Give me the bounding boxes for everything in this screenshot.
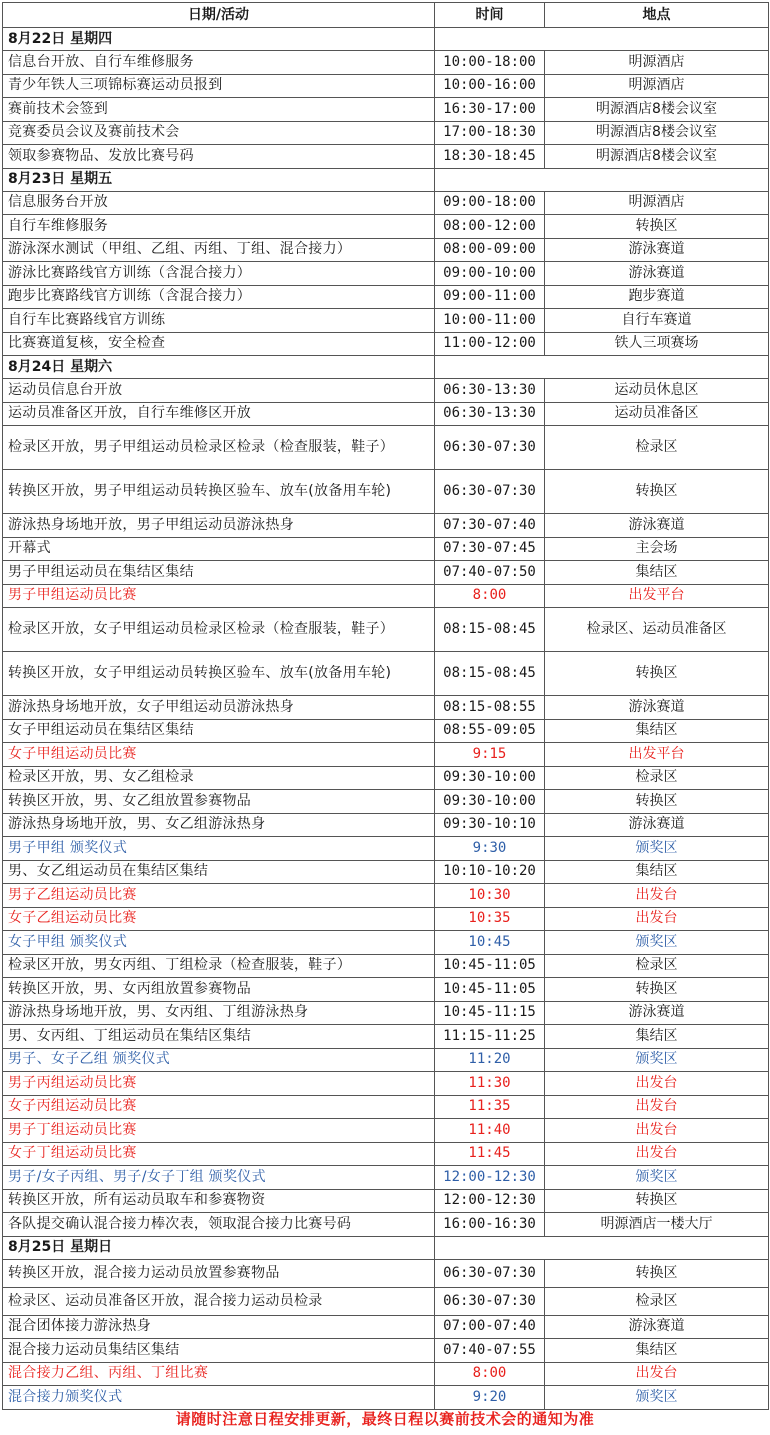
location-cell: 游泳赛道 [545,813,769,837]
location-cell: 检录区 [545,1287,769,1315]
activity-cell: 女子乙组运动员比赛 [3,907,435,931]
time-cell: 09:30-10:00 [435,790,545,814]
time-cell: 10:45-11:15 [435,1001,545,1025]
location-cell: 明源酒店 [545,51,769,75]
time-cell: 07:40-07:50 [435,561,545,585]
time-cell: 17:00-18:30 [435,121,545,145]
location-cell: 运动员休息区 [545,379,769,403]
time-cell: 06:30-13:30 [435,402,545,426]
day-empty-cell [435,1236,769,1259]
activity-cell: 游泳热身场地开放，女子甲组运动员游泳热身 [3,696,435,720]
schedule-row [3,1287,769,1315]
schedule-row [3,309,769,333]
time-cell: 12:00-12:30 [435,1166,545,1190]
activity-cell: 竞赛委员会议及赛前技术会 [3,121,435,145]
location-cell: 转换区 [545,1259,769,1287]
time-cell: 11:30 [435,1072,545,1096]
schedule-row [3,1072,769,1096]
location-cell: 集结区 [545,1339,769,1363]
time-cell: 06:30-07:30 [435,1287,545,1315]
schedule-row [3,332,769,356]
location-cell: 出发台 [545,1072,769,1096]
day-header-row [3,356,769,379]
time-cell: 8:00 [435,1362,545,1386]
time-cell: 06:30-07:30 [435,470,545,514]
activity-cell: 男子/女子丙组、男子/女子丁组 颁奖仪式 [3,1166,435,1190]
time-cell: 07:30-07:45 [435,537,545,561]
schedule-row [3,1048,769,1072]
activity-cell: 信息台开放、自行车维修服务 [3,51,435,75]
time-cell: 10:00-11:00 [435,309,545,333]
time-cell: 06:30-07:30 [435,1259,545,1287]
header-time: 时间 [435,3,545,28]
time-cell: 08:00-09:00 [435,238,545,262]
activity-cell: 混合接力运动员集结区集结 [3,1339,435,1363]
day-header-row [3,1236,769,1259]
activity-cell: 检录区开放，男子甲组运动员检录区检录（检查服装，鞋子） [3,426,435,470]
schedule-row [3,1189,769,1213]
location-cell: 集结区 [545,1025,769,1049]
schedule-row [3,215,769,239]
time-cell: 16:30-17:00 [435,98,545,122]
time-cell: 06:30-13:30 [435,379,545,403]
schedule-row [3,1315,769,1339]
location-cell: 出发台 [545,1095,769,1119]
location-cell: 明源酒店 [545,191,769,215]
time-cell: 10:35 [435,907,545,931]
schedule-body [3,28,769,1410]
activity-cell: 游泳深水测试（甲组、乙组、丙组、丁组、混合接力） [3,238,435,262]
activity-cell: 跑步比赛路线官方训练（含混合接力） [3,285,435,309]
schedule-row [3,1095,769,1119]
activity-cell: 混合团体接力游泳热身 [3,1315,435,1339]
activity-cell: 男子、女子乙组 颁奖仪式 [3,1048,435,1072]
time-cell: 11:40 [435,1119,545,1143]
location-cell: 游泳赛道 [545,238,769,262]
location-cell: 集结区 [545,860,769,884]
location-cell: 颁奖区 [545,1166,769,1190]
schedule-row [3,584,769,608]
schedule-row [3,1386,769,1410]
location-cell: 游泳赛道 [545,514,769,538]
schedule-row [3,837,769,861]
location-cell: 转换区 [545,215,769,239]
activity-cell: 男子丁组运动员比赛 [3,1119,435,1143]
location-cell: 出发台 [545,1142,769,1166]
time-cell: 07:30-07:40 [435,514,545,538]
time-cell: 10:45 [435,931,545,955]
location-cell: 出发平台 [545,743,769,767]
time-cell: 8:00 [435,584,545,608]
day-empty-cell [435,356,769,379]
day-empty-cell [435,28,769,51]
location-cell: 明源酒店8楼会议室 [545,98,769,122]
schedule-row [3,1142,769,1166]
location-cell: 转换区 [545,652,769,696]
header-row [3,3,769,28]
time-cell: 11:00-12:00 [435,332,545,356]
time-cell: 11:20 [435,1048,545,1072]
activity-cell: 转换区开放，女子甲组运动员转换区验车、放车(放备用车轮) [3,652,435,696]
schedule-row [3,719,769,743]
location-cell: 运动员准备区 [545,402,769,426]
activity-cell: 自行车比赛路线官方训练 [3,309,435,333]
location-cell: 检录区 [545,954,769,978]
time-cell: 08:55-09:05 [435,719,545,743]
location-cell: 铁人三项赛场 [545,332,769,356]
time-cell: 09:00-18:00 [435,191,545,215]
activity-cell: 游泳热身场地开放，男子甲组运动员游泳热身 [3,514,435,538]
location-cell: 游泳赛道 [545,1315,769,1339]
location-cell: 出发台 [545,1119,769,1143]
time-cell: 9:20 [435,1386,545,1410]
location-cell: 出发台 [545,907,769,931]
schedule-row [3,907,769,931]
location-cell: 自行车赛道 [545,309,769,333]
day-label: 8月24日 星期六 [3,356,435,379]
time-cell: 08:00-12:00 [435,215,545,239]
schedule-row [3,145,769,169]
activity-cell: 运动员信息台开放 [3,379,435,403]
location-cell: 转换区 [545,1189,769,1213]
location-cell: 转换区 [545,790,769,814]
activity-cell: 男子甲组运动员比赛 [3,584,435,608]
time-cell: 09:30-10:00 [435,766,545,790]
activity-cell: 比赛赛道复核，安全检查 [3,332,435,356]
activity-cell: 女子甲组运动员在集结区集结 [3,719,435,743]
schedule-row [3,1339,769,1363]
time-cell: 11:45 [435,1142,545,1166]
schedule-row [3,608,769,652]
schedule-row [3,766,769,790]
activity-cell: 赛前技术会签到 [3,98,435,122]
schedule-row [3,1213,769,1237]
schedule-row [3,813,769,837]
activity-cell: 转换区开放，所有运动员取车和参赛物资 [3,1189,435,1213]
time-cell: 18:30-18:45 [435,145,545,169]
activity-cell: 男子丙组运动员比赛 [3,1072,435,1096]
location-cell: 检录区 [545,426,769,470]
activity-cell: 男子乙组运动员比赛 [3,884,435,908]
schedule-row [3,1119,769,1143]
activity-cell: 女子丁组运动员比赛 [3,1142,435,1166]
time-cell: 08:15-08:45 [435,652,545,696]
location-cell: 游泳赛道 [545,1001,769,1025]
schedule-row [3,514,769,538]
time-cell: 9:15 [435,743,545,767]
time-cell: 16:00-16:30 [435,1213,545,1237]
location-cell: 游泳赛道 [545,696,769,720]
activity-cell: 女子丙组运动员比赛 [3,1095,435,1119]
location-cell: 出发台 [545,884,769,908]
activity-cell: 混合接力乙组、丙组、丁组比赛 [3,1362,435,1386]
day-empty-cell [435,168,769,191]
schedule-row [3,1025,769,1049]
schedule-row [3,954,769,978]
schedule-row [3,978,769,1002]
activity-cell: 检录区、运动员准备区开放，混合接力运动员检录 [3,1287,435,1315]
schedule-row [3,402,769,426]
activity-cell: 女子甲组 颁奖仪式 [3,931,435,955]
time-cell: 10:00-18:00 [435,51,545,75]
activity-cell: 检录区开放，女子甲组运动员检录区检录（检查服装，鞋子） [3,608,435,652]
time-cell: 08:15-08:45 [435,608,545,652]
activity-cell: 转换区开放，男、女丙组放置参赛物品 [3,978,435,1002]
schedule-row [3,470,769,514]
schedule-row [3,743,769,767]
location-cell: 检录区、运动员准备区 [545,608,769,652]
schedule-row [3,884,769,908]
schedule-row [3,652,769,696]
activity-cell: 信息服务台开放 [3,191,435,215]
time-cell: 10:45-11:05 [435,978,545,1002]
location-cell: 颁奖区 [545,1386,769,1410]
activity-cell: 混合接力颁奖仪式 [3,1386,435,1410]
activity-cell: 开幕式 [3,537,435,561]
location-cell: 颁奖区 [545,931,769,955]
schedule-table [2,2,769,1410]
schedule-row [3,74,769,98]
schedule-row [3,238,769,262]
time-cell: 9:30 [435,837,545,861]
time-cell: 11:15-11:25 [435,1025,545,1049]
location-cell: 出发平台 [545,584,769,608]
time-cell: 11:35 [435,1095,545,1119]
schedule-row [3,1259,769,1287]
schedule-row [3,285,769,309]
location-cell: 主会场 [545,537,769,561]
schedule-row [3,537,769,561]
day-label: 8月25日 星期日 [3,1236,435,1259]
activity-cell: 转换区开放，混合接力运动员放置参赛物品 [3,1259,435,1287]
time-cell: 12:00-12:30 [435,1189,545,1213]
location-cell: 游泳赛道 [545,262,769,286]
schedule-row [3,262,769,286]
time-cell: 09:00-11:00 [435,285,545,309]
activity-cell: 游泳比赛路线官方训练（含混合接力） [3,262,435,286]
time-cell: 07:00-07:40 [435,1315,545,1339]
activity-cell: 运动员准备区开放，自行车维修区开放 [3,402,435,426]
activity-cell: 检录区开放，男、女乙组检录 [3,766,435,790]
activity-cell: 领取参赛物品、发放比赛号码 [3,145,435,169]
day-label: 8月22日 星期四 [3,28,435,51]
location-cell: 出发台 [545,1362,769,1386]
schedule-row [3,1362,769,1386]
location-cell: 转换区 [545,470,769,514]
time-cell: 07:40-07:55 [435,1339,545,1363]
activity-cell: 转换区开放，男、女乙组放置参赛物品 [3,790,435,814]
schedule-row [3,561,769,585]
location-cell: 检录区 [545,766,769,790]
activity-cell: 各队提交确认混合接力棒次表，领取混合接力比赛号码 [3,1213,435,1237]
schedule-row [3,931,769,955]
location-cell: 集结区 [545,561,769,585]
activity-cell: 检录区开放，男女丙组、丁组检录（检查服装，鞋子） [3,954,435,978]
location-cell: 明源酒店 [545,74,769,98]
time-cell: 10:45-11:05 [435,954,545,978]
schedule-row [3,1001,769,1025]
time-cell: 10:30 [435,884,545,908]
header-location: 地点 [545,3,769,28]
activity-cell: 男子甲组 颁奖仪式 [3,837,435,861]
location-cell: 集结区 [545,719,769,743]
activity-cell: 转换区开放，男子甲组运动员转换区验车、放车(放备用车轮) [3,470,435,514]
day-header-row [3,168,769,191]
location-cell: 跑步赛道 [545,285,769,309]
schedule-row [3,1166,769,1190]
activity-cell: 青少年铁人三项锦标赛运动员报到 [3,74,435,98]
time-cell: 06:30-07:30 [435,426,545,470]
schedule-row [3,379,769,403]
schedule-row [3,426,769,470]
time-cell: 09:00-10:00 [435,262,545,286]
schedule-row [3,860,769,884]
time-cell: 10:10-10:20 [435,860,545,884]
schedule-row [3,696,769,720]
activity-cell: 男子甲组运动员在集结区集结 [3,561,435,585]
activity-cell: 男、女丙组、丁组运动员在集结区集结 [3,1025,435,1049]
day-header-row [3,28,769,51]
schedule-row [3,191,769,215]
schedule-row [3,98,769,122]
location-cell: 明源酒店8楼会议室 [545,145,769,169]
activity-cell: 自行车维修服务 [3,215,435,239]
time-cell: 08:15-08:55 [435,696,545,720]
day-label: 8月23日 星期五 [3,168,435,191]
activity-cell: 游泳热身场地开放，男、女乙组游泳热身 [3,813,435,837]
location-cell: 转换区 [545,978,769,1002]
footer-notice: 请随时注意日程安排更新，最终日程以赛前技术会的通知为准 [175,1410,595,1428]
location-cell: 明源酒店8楼会议室 [545,121,769,145]
activity-cell: 游泳热身场地开放，男、女丙组、丁组游泳热身 [3,1001,435,1025]
schedule-row [3,790,769,814]
time-cell: 09:30-10:10 [435,813,545,837]
schedule-row [3,121,769,145]
schedule-row [3,51,769,75]
activity-cell: 女子甲组运动员比赛 [3,743,435,767]
activity-cell: 男、女乙组运动员在集结区集结 [3,860,435,884]
time-cell: 10:00-16:00 [435,74,545,98]
location-cell: 颁奖区 [545,837,769,861]
header-activity: 日期/活动 [3,3,435,28]
location-cell: 颁奖区 [545,1048,769,1072]
location-cell: 明源酒店一楼大厅 [545,1213,769,1237]
